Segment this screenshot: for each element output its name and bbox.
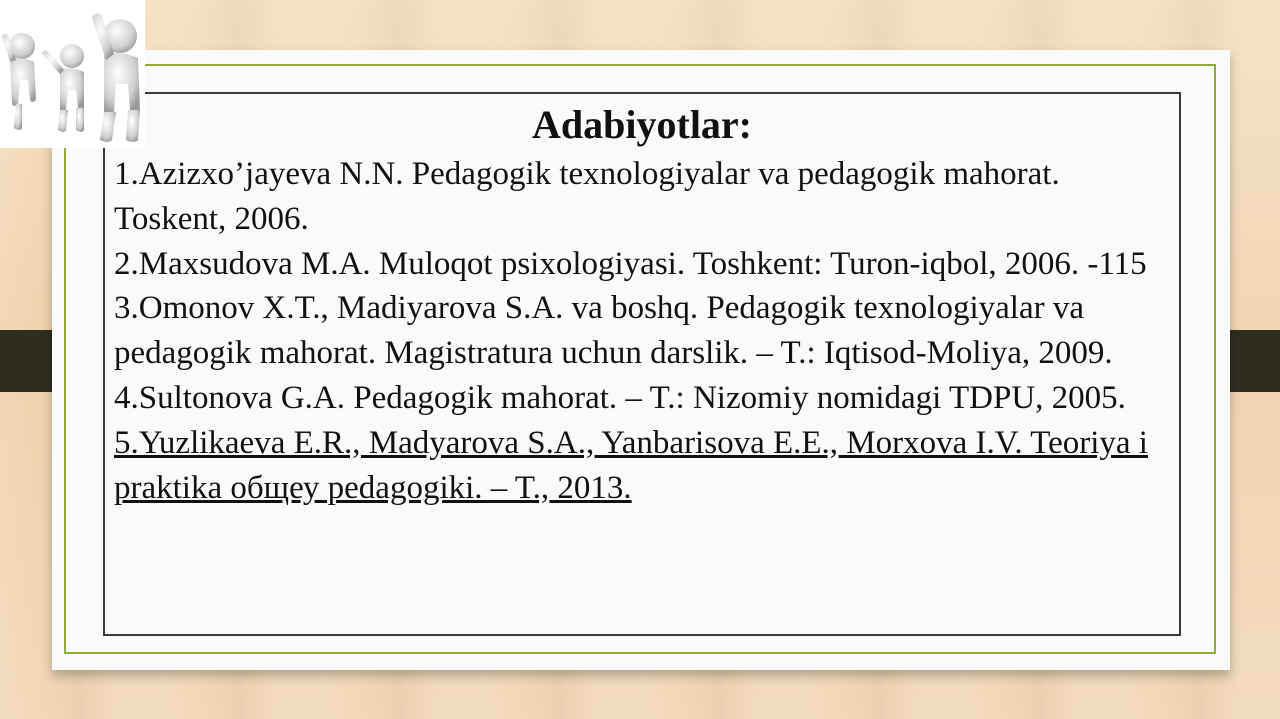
- reference-item: 3.Omonov X.T., Madiyarova S.A. va boshq. Pedagogik texnologiyalar va pedagogik mahorat. Magistratura uchun darslik. – T.: Iqtisod-Moliya, 2009.: [114, 290, 1113, 372]
- page-title: Adabiyotlar:: [532, 102, 752, 147]
- references-list: [114, 152, 1174, 510]
- reference-item: 1.Azizxo’jayeva N.N. Pedagogik texnologiyalar va pedagogik mahorat. Toskent, 2006.: [114, 156, 1060, 237]
- reference-item: 2.Maxsudova M.A. Muloqot psixologiyasi. Toshkent: Turon-iqbol, 2006. -115: [114, 245, 1147, 282]
- reference-item: 5.Yuzlikaeva E.R., Madyarova S.A., Yanbarisova E.E., Morxova I.V. Teoriya i praktika общеу pedagogiki. – T., 2013.: [114, 424, 1148, 506]
- reference-item: 4.Sultonova G.A. Pedagogik mahorat. – T.: Nizomiy nomidagi TDPU, 2005.: [114, 379, 1126, 416]
